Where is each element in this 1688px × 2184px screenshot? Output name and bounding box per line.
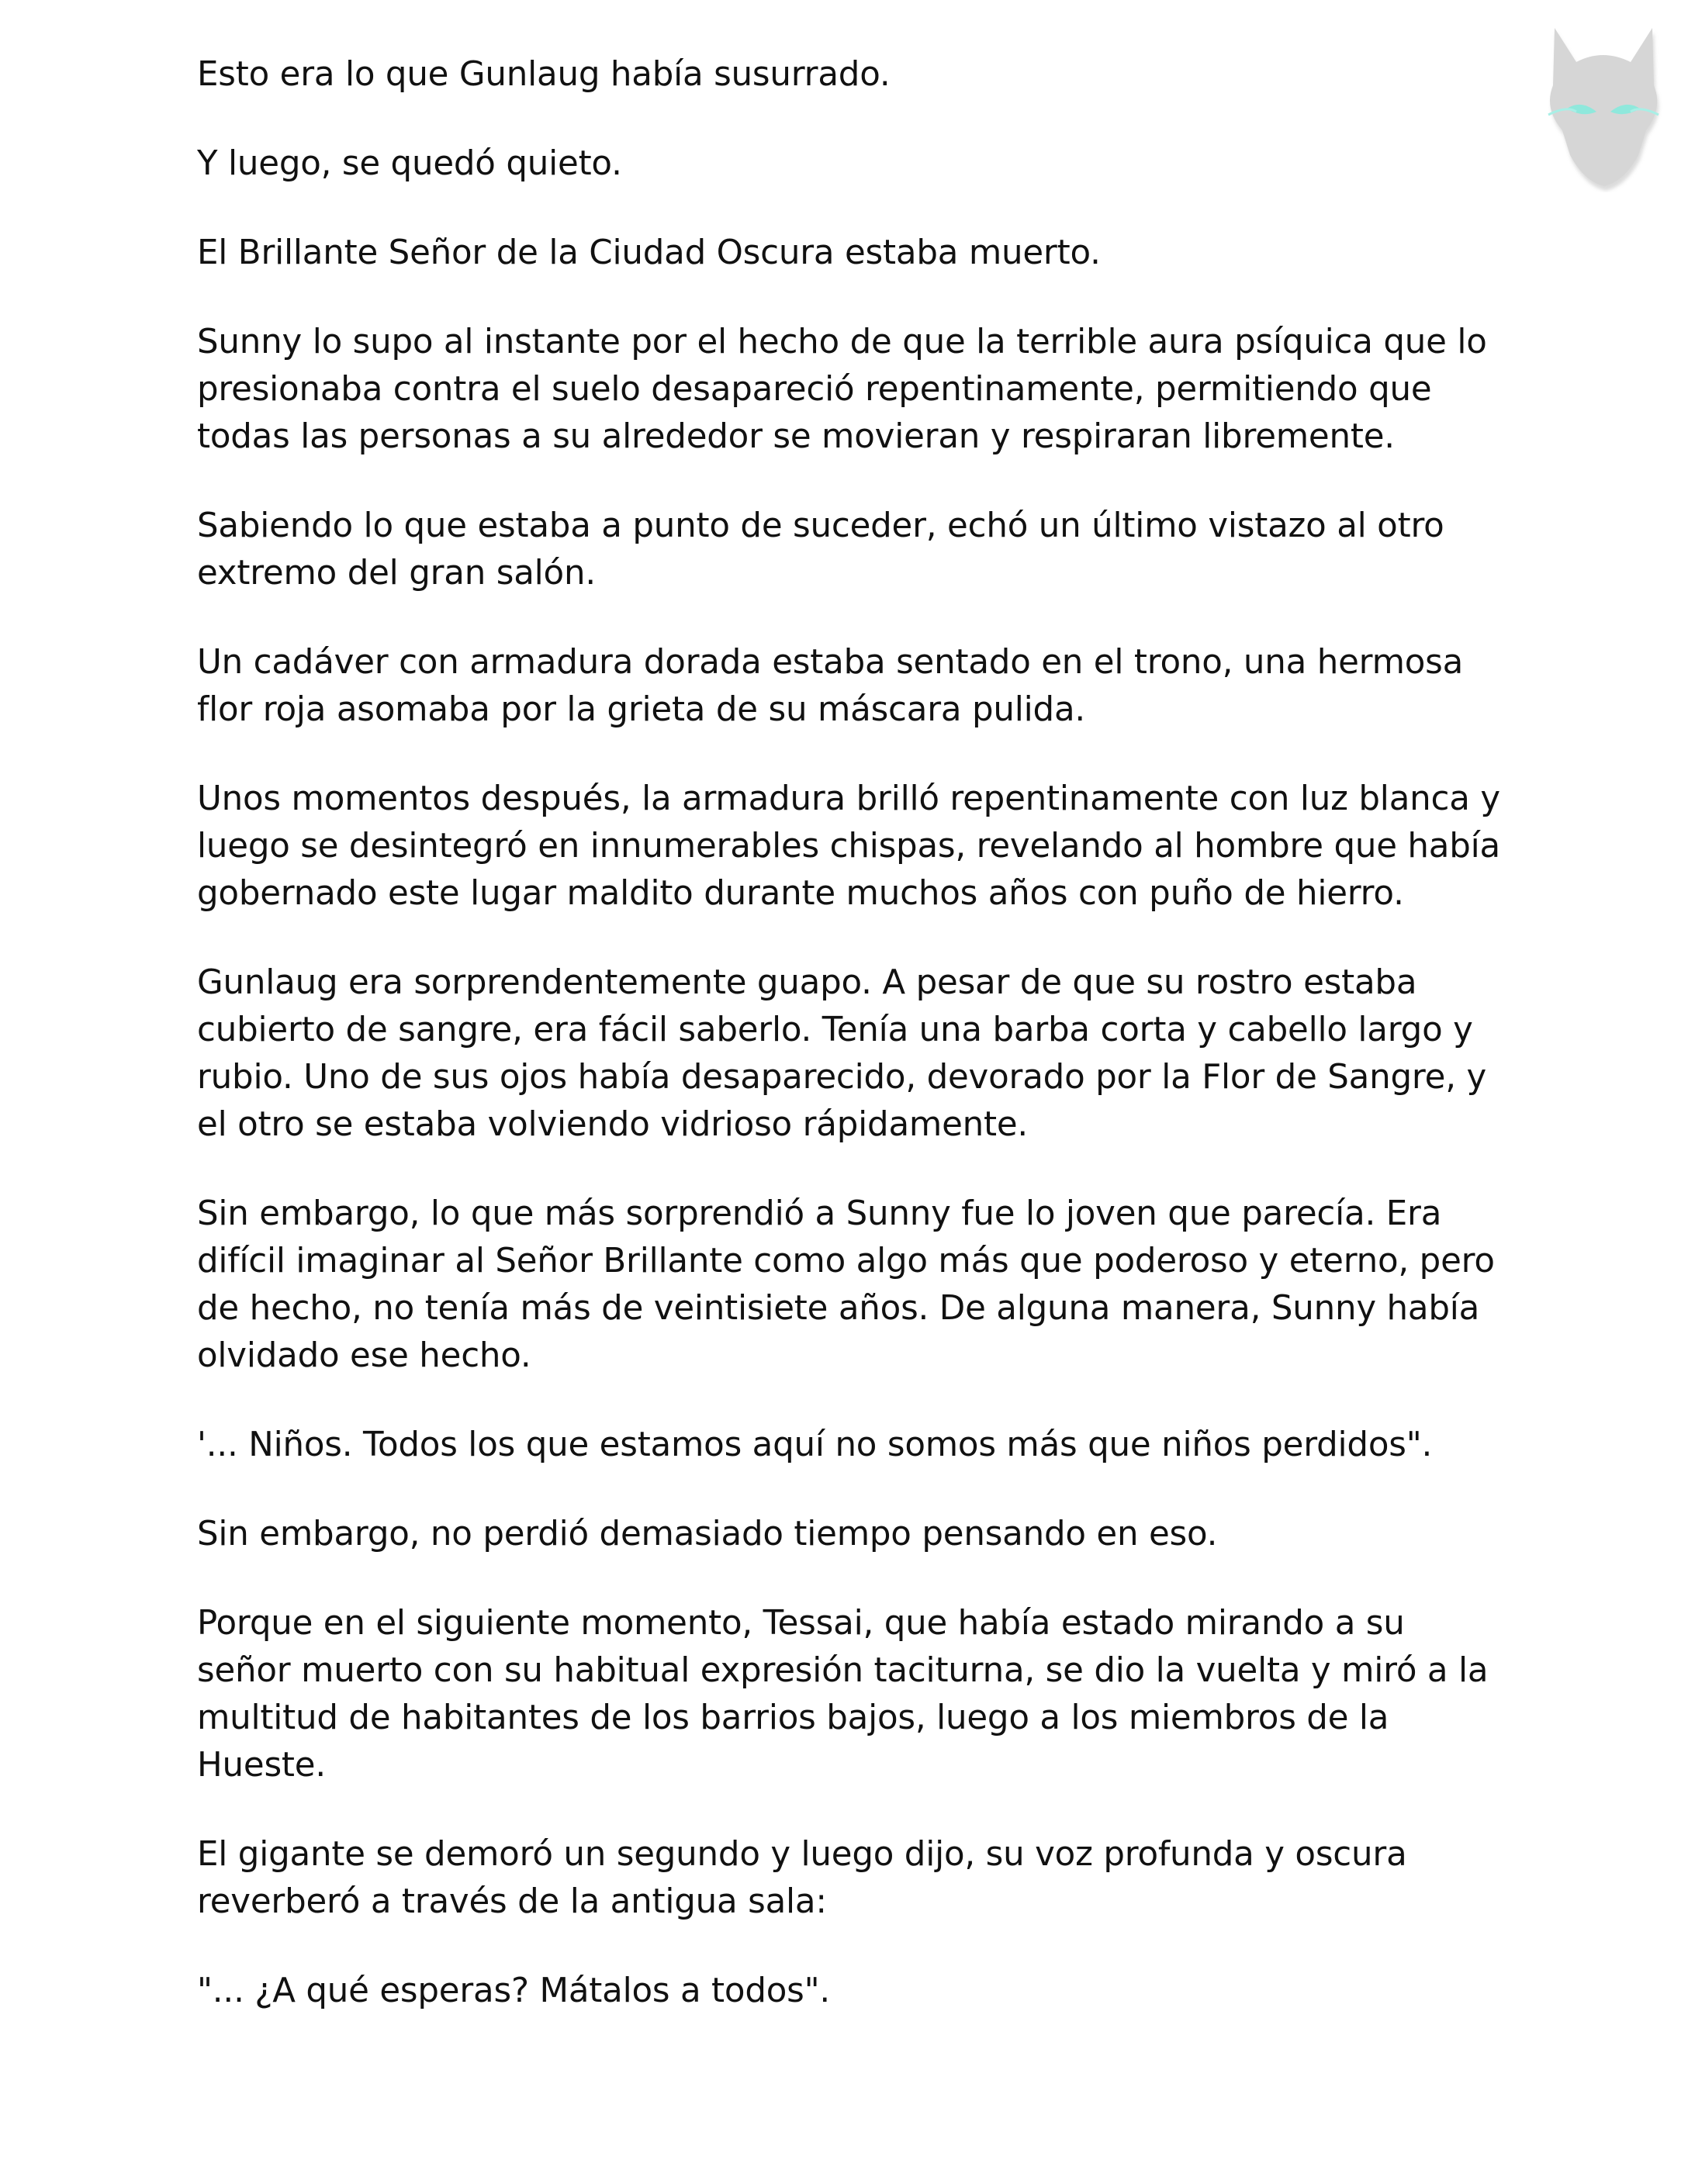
paragraph: Sin embargo, lo que más sorprendió a Sunny fue lo joven que parecía. Era difícil imaginar al Señor Brillante como algo más que poderoso y eterno, pero de hecho, no tenía más de veintisiete años. De alguna manera, Sunny había olvidado ese hecho. xyxy=(197,1194,1495,1375)
demon-head-icon xyxy=(1522,14,1685,192)
paragraph: "... ¿A qué esperas? Mátalos a todos". xyxy=(197,1971,831,2010)
paragraph: El gigante se demoró un segundo y luego dijo, su voz profunda y oscura reverberó a través de la antigua sala: xyxy=(197,1835,1407,1921)
document-body xyxy=(197,51,1500,2057)
paragraph: Gunlaug era sorprendentemente guapo. A pesar de que su rostro estaba cubierto de sangre, era fácil saberlo. Tenía una barba corta y cabello largo y rubio. Uno de sus ojos había desaparecido, devorado por la Flor de Sangre, y el otro se estaba volviendo vidrioso rápidamente. xyxy=(197,963,1486,1144)
paragraph: Sabiendo lo que estaba a punto de suceder, echó un último vistazo al otro extremo del gran salón. xyxy=(197,506,1444,593)
paragraph: Un cadáver con armadura dorada estaba sentado en el trono, una hermosa flor roja asomaba por la grieta de su máscara pulida. xyxy=(197,643,1464,729)
paragraph: Sunny lo supo al instante por el hecho de que la terrible aura psíquica que lo presionaba contra el suelo desapareció repentinamente, permitiendo que todas las personas a su alrededor se movieran y respiraran libremente. xyxy=(197,323,1487,456)
paragraph: Sin embargo, no perdió demasiado tiempo pensando en eso. xyxy=(197,1515,1218,1553)
paragraph: Y luego, se quedó quieto. xyxy=(197,144,622,183)
demon-head-logo-svg xyxy=(1522,14,1685,192)
paragraph: Esto era lo que Gunlaug había susurrado. xyxy=(197,55,891,94)
paragraph: Unos momentos después, la armadura brilló repentinamente con luz blanca y luego se desintegró en innumerables chispas, revelando al hombre que había gobernado este lugar maldito durante muchos años con puño de hierro. xyxy=(197,779,1501,913)
paragraph: Porque en el siguiente momento, Tessai, que había estado mirando a su señor muerto con su habitual expresión taciturna, se dio la vuelta y miró a la multitud de habitantes de los barrios bajos, luego a los miembros de la Hueste. xyxy=(197,1604,1489,1785)
paragraph: El Brillante Señor de la Ciudad Oscura estaba muerto. xyxy=(197,233,1101,272)
paragraph: '... Niños. Todos los que estamos aquí no somos más que niños perdidos". xyxy=(197,1425,1433,1464)
